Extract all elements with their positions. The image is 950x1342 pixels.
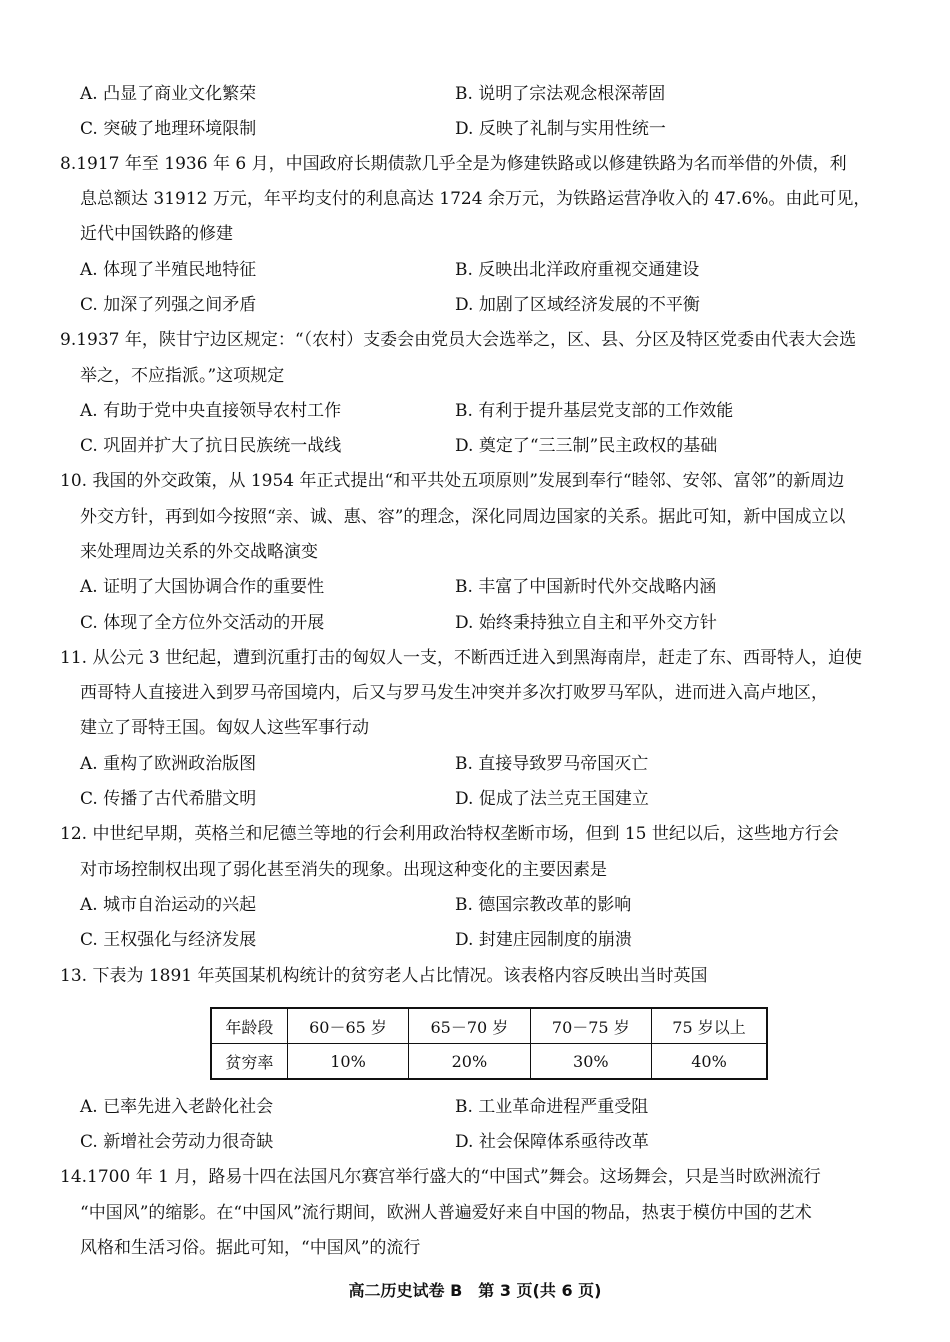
table-row [211, 1044, 767, 1080]
table-cell: 40% [652, 1044, 768, 1080]
page-footer: 高二历史试卷 B 第 3 页(共 6 页) [348, 1281, 602, 1300]
table-cell: 30% [530, 1044, 651, 1080]
table-cell: 年龄段 [211, 1008, 287, 1044]
q10-option-d: D. 始终秉持独立自主和平外交方针 [455, 613, 717, 633]
q11-option-d: D. 促成了法兰克王国建立 [455, 789, 649, 809]
q12-stem-line-1: 12. 中世纪早期，英格兰和尼德兰等地的行会利用政治特权垄断市场，但到 15 世纪以后，这些地方行会 [60, 824, 839, 844]
q7-option-b: B. 说明了宗法观念根深蒂固 [455, 84, 666, 104]
q10-stem-line-2: 外交方针，再到如今按照“亲、诚、惠、容”的理念，深化同周边国家的关系。据此可知，新中国成立以 [80, 507, 846, 527]
q7-option-c: C. 突破了地理环境限制 [80, 119, 257, 139]
q11-stem-line-3: 建立了哥特王国。匈奴人这些军事行动 [80, 718, 369, 738]
q10-option-b: B. 丰富了中国新时代外交战略内涵 [455, 577, 717, 597]
q9-option-d: D. 奠定了“三三制”民主政权的基础 [455, 436, 718, 456]
q8-option-a: A. 体现了半殖民地特征 [80, 260, 257, 280]
q8-stem-line-3: 近代中国铁路的修建 [80, 224, 233, 244]
q8-option-c: C. 加深了列强之间矛盾 [80, 295, 257, 315]
q7-option-a: A. 凸显了商业文化繁荣 [80, 84, 257, 104]
q13-stem-line-1: 13. 下表为 1891 年英国某机构统计的贫穷老人占比情况。该表格内容反映出当时英国 [60, 966, 708, 986]
table-row [211, 1008, 767, 1044]
q13-option-c: C. 新增社会劳动力很奇缺 [80, 1132, 274, 1152]
q9-stem-line-2: 举之，不应指派。”这项规定 [80, 366, 285, 386]
q14-stem-line-1: 14.1700 年 1 月，路易十四在法国凡尔赛宫举行盛大的“中国式”舞会。这场舞会，只是当时欧洲流行 [60, 1167, 821, 1187]
q9-option-c: C. 巩固并扩大了抗日民族统一战线 [80, 436, 342, 456]
q10-stem-line-3: 来处理周边关系的外交战略演变 [80, 542, 318, 562]
table-cell: 75 岁以上 [652, 1008, 768, 1044]
table-cell: 70－75 岁 [530, 1008, 651, 1044]
q7-option-d: D. 反映了礼制与实用性统一 [455, 119, 666, 139]
q8-option-d: D. 加剧了区域经济发展的不平衡 [455, 295, 700, 315]
q9-stem-line-1: 9.1937 年，陕甘宁边区规定：“（农村）支委会由党员大会选举之，区、县、分区及特区党委由代表大会选 [60, 330, 857, 350]
q11-stem-line-2: 西哥特人直接进入到罗马帝国境内，后又与罗马发生冲突并多次打败罗马军队，进而进入高卢地区， [80, 683, 828, 703]
q11-option-b: B. 直接导致罗马帝国灭亡 [455, 754, 649, 774]
q9-option-a: A. 有助于党中央直接领导农村工作 [80, 401, 342, 421]
q12-option-d: D. 封建庄园制度的崩溃 [455, 930, 632, 950]
q11-stem-line-1: 11. 从公元 3 世纪起，遭到沉重打击的匈奴人一支，不断西迁进入到黑海南岸，赶走了东、西哥特人，迫使 [60, 648, 863, 668]
q14-stem-line-3: 风格和生活习俗。据此可知，“中国风”的流行 [80, 1238, 421, 1258]
q11-option-a: A. 重构了欧洲政治版图 [80, 754, 257, 774]
q9-option-b: B. 有利于提升基层党支部的工作效能 [455, 401, 734, 421]
q12-stem-line-2: 对市场控制权出现了弱化甚至消失的现象。出现这种变化的主要因素是 [80, 860, 607, 880]
q8-stem-line-1: 8.1917 年至 1936 年 6 月，中国政府长期债款几乎全是为修建铁路或以修建铁路为名而举借的外债，利 [60, 154, 847, 174]
q8-stem-line-2: 息总额达 31912 万元，年平均支付的利息高达 1724 余万元，为铁路运营净收入的 47.6%。由此可见， [80, 189, 871, 209]
q12-option-c: C. 王权强化与经济发展 [80, 930, 257, 950]
q11-option-c: C. 传播了古代希腊文明 [80, 789, 257, 809]
q13-option-d: D. 社会保障体系亟待改革 [455, 1132, 649, 1152]
table-cell: 60－65 岁 [287, 1008, 408, 1044]
q13-option-b: B. 工业革命进程严重受阻 [455, 1097, 649, 1117]
q12-option-a: A. 城市自治运动的兴起 [80, 895, 257, 915]
q10-option-c: C. 体现了全方位外交活动的开展 [80, 613, 325, 633]
poverty-rate-table [210, 1007, 768, 1080]
q12-option-b: B. 德国宗教改革的影响 [455, 895, 632, 915]
table-cell: 10% [287, 1044, 408, 1080]
q8-option-b: B. 反映出北洋政府重视交通建设 [455, 260, 700, 280]
table-cell: 贫穷率 [211, 1044, 287, 1080]
table-cell: 20% [409, 1044, 530, 1080]
q14-stem-line-2: “中国风”的缩影。在“中国风”流行期间，欧洲人普遍爱好来自中国的物品，热衷于模仿中国的艺术 [80, 1203, 812, 1223]
table-cell: 65－70 岁 [409, 1008, 530, 1044]
q10-option-a: A. 证明了大国协调合作的重要性 [80, 577, 325, 597]
q13-option-a: A. 已率先进入老龄化社会 [80, 1097, 274, 1117]
q10-stem-line-1: 10. 我国的外交政策，从 1954 年正式提出“和平共处五项原则”发展到奉行“睦邻、安邻、富邻”的新周边 [60, 471, 845, 491]
